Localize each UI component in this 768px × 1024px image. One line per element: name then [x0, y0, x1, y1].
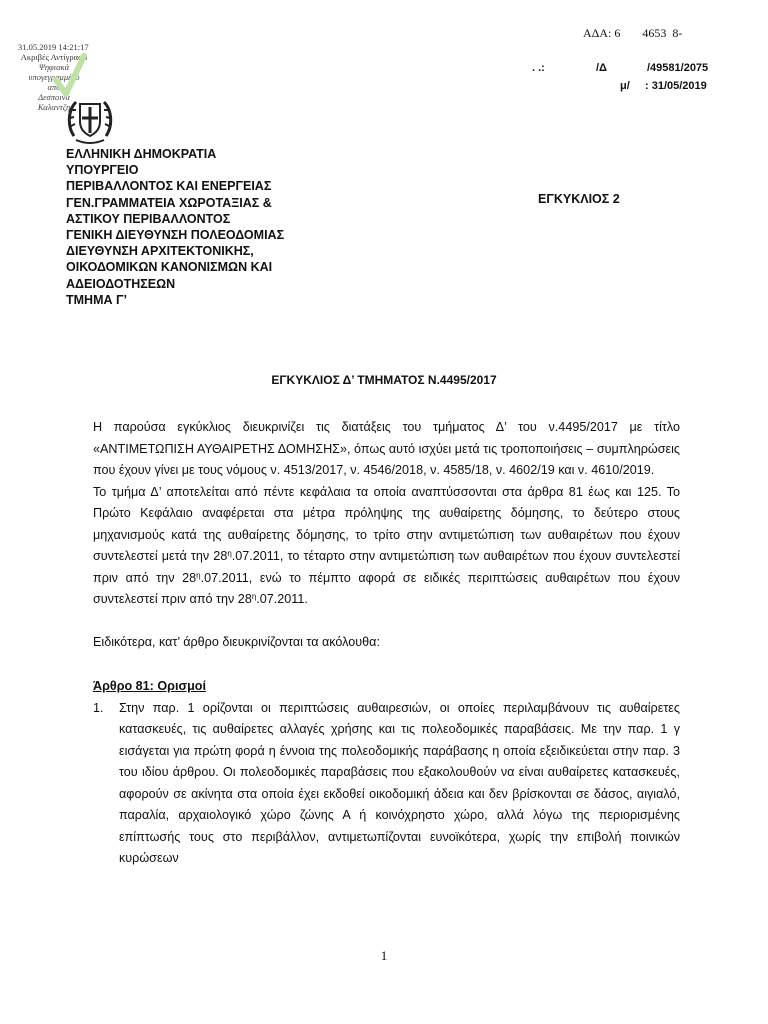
ministry-line: ΥΠΟΥΡΓΕΙΟ [66, 163, 139, 178]
ministry-line: ΓΕΝ.ΓΡΑΜΜΑΤΕΙΑ ΧΩΡΟΤΑΞΙΑΣ & [66, 195, 272, 210]
list-item-number: 1. [93, 700, 104, 715]
ministry-header [66, 146, 284, 308]
ada-code: ΑΔΑ: 6 4653 8- [583, 26, 683, 40]
ministry-line: ΓΕΝΙΚΗ ΔΙΕΥΘΥΝΣΗ ΠΟΛΕΟΔΟΜΙΑΣ [66, 228, 285, 243]
list-item-text: Στην παρ. 1 ορίζονται οι περιπτώσεις αυθαιρεσιών, οι οποίες περιλαμβάνουν τις αυθαίρετες κατασκευές, τις αυθαίρετες αλλαγές χρήσης και τις πολεοδομικές παραβάσεις. Με την παρ. 1 γ εισάγεται για πρώτη φορά η έννοια της πολεοδομικής παράβασης η οποία εξειδικεύεται στην παρ. 3 του ιδίου άρθρου. Οι πολεοδομικές παραβάσεις που εξακολουθούν να είναι αυθαίρετες κατασκευές, αφορούν σε ακίνητα στα οποία έχει εκδοθεί οικοδομική άδεια και δεν βρίσκονται σε δάσος, αιγιαλό, παραλία, αρχαιολογικό χώρο ζώνης Α ή κοινόχρηστο χώρο, αλλά λόγω της περιορισμένης επίπτωσής τους στο περιβάλλον, αντιμετωπίζονται ευνοϊκότερα, χωρίς την επιβολή ποινικών κυρώσεων [119, 700, 680, 865]
document-body [93, 417, 680, 870]
signature-timestamp: 31.05.2019 14:21:17 [18, 42, 89, 52]
signature-line: Δεσποινα [38, 92, 70, 102]
document-title: ΕΓΚΥΚΛΙΟΣ Δ’ ΤΜΗΜΑΤΟΣ Ν.4495/2017 [271, 373, 497, 387]
date-value: : 31/05/2019 [645, 80, 707, 92]
ministry-line: ΑΣΤΙΚΟΥ ΠΕΡΙΒΑΛΛΟΝΤΟΣ [66, 211, 231, 226]
signature-line: Ακριβές Αντίγραφο [20, 52, 88, 62]
ministry-line: ΕΛΛΗΝΙΚΗ ΔΗΜΟΚΡΑΤΙΑ [66, 147, 217, 161]
ministry-line: ΟΙΚΟΔΟΜΙΚΩΝ ΚΑΝΟΝΙΣΜΩΝ ΚΑΙ [66, 260, 273, 275]
coat-of-arms-icon [66, 96, 114, 146]
signature-line: Ψηφιακά [38, 62, 70, 72]
ministry-line: ΤΜΗΜΑ Γ’ [66, 292, 127, 307]
protocol-code: /Δ [596, 62, 607, 74]
article-title: Άρθρο 81: Ορισμοί [93, 679, 206, 693]
list-item [93, 698, 680, 870]
signature-line: υπογεγραμμένο [28, 72, 80, 82]
paragraph-lead: Ειδικότερα, κατ’ άρθρο διευκρινίζονται τα ακόλουθα: [93, 634, 380, 649]
circular-label: ΕΓΚΥΚΛΙΟΣ 2 [538, 192, 620, 206]
protocol-number: /49581/2075 [647, 62, 709, 74]
signature-line: Καλαντζη [37, 102, 71, 112]
ministry-line: ΑΔΕΙΟΔΟΤΗΣΕΩΝ [66, 276, 176, 291]
ministry-line: ΠΕΡΙΒΑΛΛΟΝΤΟΣ ΚΑΙ ΕΝΕΡΓΕΙΑΣ [66, 179, 272, 194]
paragraph-structure: Το τμήμα Δ’ αποτελείται από πέντε κεφάλαια τα οποία αναπτύσσονται στα άρθρα 81 έως και 125. Το Πρώτο Κεφάλαιο αναφέρεται στα μέτρα πρόληψης της αυθαίρετης δόμησης, το δεύτερο στους μηχανισμούς κατά της αυθαίρετης δόμησης, το τρίτο στην αντιμετώπιση των αυθαιρέτων που έχουν συντελεστεί μετά την $28^\eta.07.2011$, το τέταρτο στην αντιμετώπιση των αυθαιρέτων που έχουν συντελεστεί πριν από την $28^\eta.07.2011$, ενώ το πέμπτο αφορά σε ειδικές περιπτώσεις αυθαιρέτων που έχουν συντελεστεί πριν από την $28^\eta.07.2011$. [93, 484, 681, 606]
date-label: μ/ [620, 80, 630, 92]
page-number: 1 [380, 948, 388, 963]
protocol-label: . .: [532, 62, 545, 74]
signature-line: από [47, 82, 61, 92]
paragraph-intro: Η παρούσα εγκύκλιος διευκρινίζει τις διατάξεις του τμήματος Δ’ του ν.4495/2017 με τίτλο «ΑΝΤΙΜΕΤΩΠΙΣΗ ΑΥΘΑΙΡΕΤΗΣ ΔΟΜΗΣΗΣ», όπως αυτό ισχύει μετά τις τροποποιήσεις – συμπληρώσεις που έχουν γίνει με τους νόμους ν. 4513/2017, ν. 4546/2018, ν. 4585/18, ν. 4602/19 και ν. 4610/2019. [93, 420, 680, 477]
ministry-line: ΔΙΕΥΘΥΝΣΗ ΑΡΧΙΤΕΚΤΟΝΙΚΗΣ, [66, 244, 254, 259]
